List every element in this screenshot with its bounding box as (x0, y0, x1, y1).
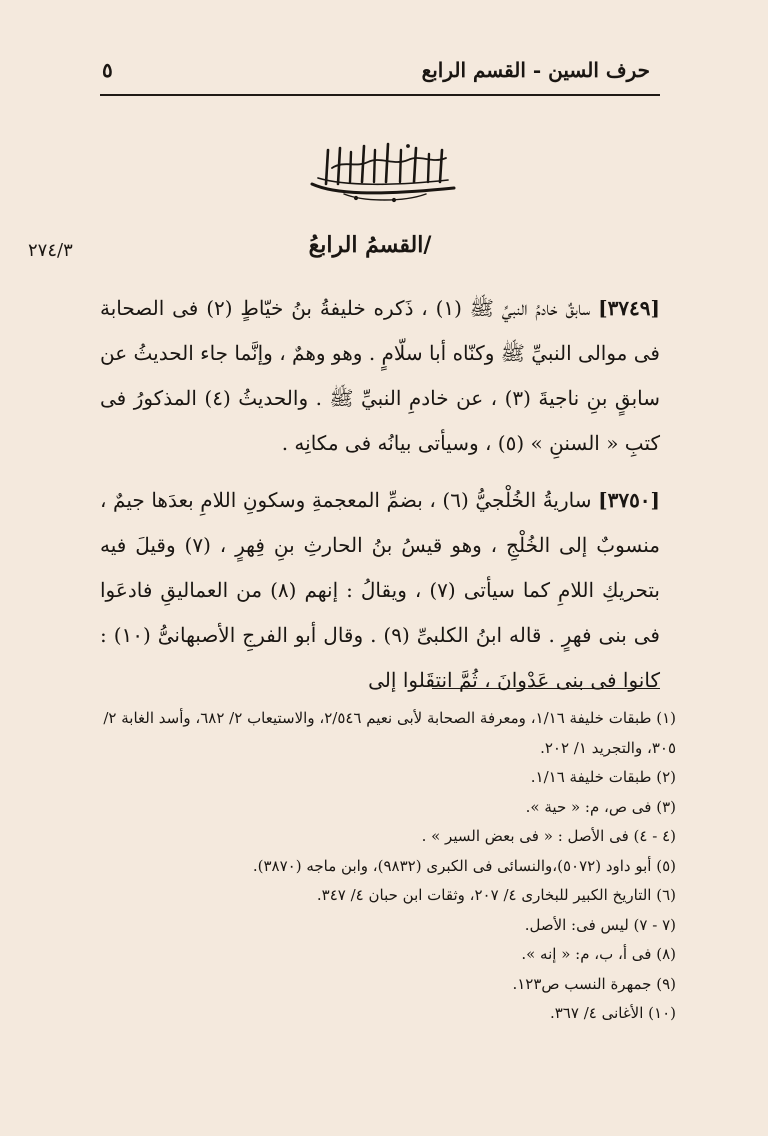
footnote: (٧ - ٧) ليس فى: الأصل. (524, 915, 676, 934)
footnote: (١٠) الأغانى ٤/ ٣٦٧. (549, 1004, 676, 1022)
footnote: (٢) طبقات خليفة ١/١٦. (530, 768, 676, 786)
entry-number: [٣٧٤٩] (598, 296, 660, 320)
footnote: (٦) التاريخ الكبير للبخارى ٤/ ٢٠٧، وثقات ابن حبان ٤/ ٣٤٧. (316, 886, 676, 904)
section-heading: /القسمُ الرابعُ (308, 232, 432, 258)
running-title: حرف السين - القسم الرابع (421, 58, 650, 82)
footnote: (٥) أبو داود (٥٠٧٢)،والنسائى فى الكبرى (٩٨٣٢)، وابن ماجه (٣٨٧٠). (252, 856, 676, 875)
running-head (100, 56, 660, 92)
footnote: (٩) جمهرة النسب ص١٢٣. (512, 974, 676, 993)
entry-text: ساريةُ الخُلْجيُّ (٦) ، بضمِّ المعجمةِ وسكونِ اللامِ بعدَها جيمٌ ، منسوبٌ إلى الخُلْجِ ، وهو قيسُ بنُ الحارثِ بنِ فِهرٍ ، (٧) وقيلَ فيه بتحريكِ اللامِ كما سيأتى (٧) ، ويقالُ : إنهم (٨) من العماليقِ فادعَوا فى بنى فهرٍ . قاله ابنُ الكلبىِّ (٩) . وقال أبو الفرجِ الأصبهانىُّ (١٠) : كانوا فى بنى عَدْوانَ ، ثُمَّ انتقَلوا إلى (100, 488, 660, 692)
entry-3749 (100, 286, 660, 466)
page-number: ٥ (102, 58, 113, 82)
footnote: (٣) فى ص، م: « حية ». (525, 797, 676, 816)
basmala-calligraphy (304, 138, 464, 208)
footnote: (٨) فى أ، ب، م: « إنه ». (521, 945, 676, 963)
entry-text: سابقٌ خادمُ النبيِّ ﷺ (١) ، ذَكره خليفةُ بنُ خيّاطٍ (٢) فى الصحابة فى موالى النبيِّ ﷺ وكنّاه أبا سلّامٍ . وهو وهمٌ ، وإنَّما جاء الحديثُ عن سابقٍ بنِ ناجيةَ (٣) ، عن خادمِ النبيِّ ﷺ . والحديثُ (٤) المذكورُ فى كتبِ « السننِ » (٥) ، وسيأتى بيانُه فى مكانِه . (100, 296, 661, 455)
entry-3750 (100, 478, 660, 703)
margin-reference: ٢٧٤/٣ (28, 240, 73, 261)
header-rule (100, 94, 660, 96)
entry-number: [٣٧٥٠] (598, 488, 661, 512)
footnote: (٤ - ٤) فى الأصل : « فى بعض السير » . (421, 827, 676, 845)
footnote-rule (432, 688, 660, 689)
footnotes (100, 704, 676, 1029)
footnote: (١) طبقات خليفة ١/١٦، ومعرفة الصحابة لأبى نعيم ٢/٥٤٦، والاستيعاب ٢/ ٦٨٢، وأسد الغابة ٢/ ٣٠٥، والتجريد ١/ ٢٠٢. (103, 709, 676, 757)
